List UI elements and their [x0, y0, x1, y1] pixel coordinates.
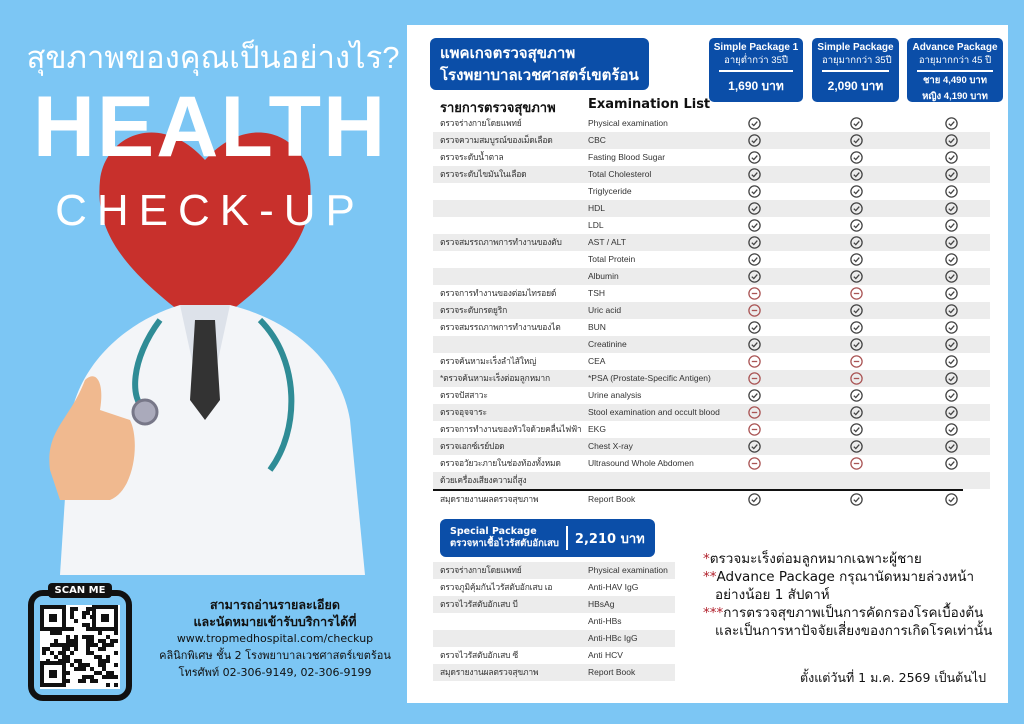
exam-english: AST / ALT — [588, 237, 626, 247]
exam-english: Total Cholesterol — [588, 169, 652, 179]
table-row — [433, 336, 990, 353]
package-name: Advance Package — [912, 42, 998, 53]
package-simple-1 — [709, 38, 803, 102]
check-circle-icon — [748, 253, 761, 266]
check-circle-icon — [748, 134, 761, 147]
table-row — [433, 387, 990, 404]
table-row — [433, 234, 990, 251]
column-header-english: Examination List — [588, 97, 711, 112]
check-circle-icon — [945, 493, 958, 506]
special-row — [433, 664, 675, 681]
package-name: Simple Package 1 — [713, 42, 799, 53]
check-circle-icon — [850, 406, 863, 419]
table-row — [433, 200, 990, 217]
package-price-male: ชาย 4,490 บาท — [922, 75, 988, 86]
check-circle-icon — [748, 440, 761, 453]
exam-english: Physical examination — [588, 118, 668, 128]
exam-thai: ตรวจความสมบูรณ์ของเม็ดเลือด — [440, 135, 553, 145]
check-circle-icon — [748, 117, 761, 130]
table-row — [433, 455, 990, 472]
check-circle-icon — [945, 372, 958, 385]
exam-english: Albumin — [588, 271, 619, 281]
exam-thai: ตรวจระดับกรดยูริก — [440, 305, 508, 315]
note-1: ตรวจมะเร็งต่อมลูกหมากเฉพาะผู้ชาย — [709, 551, 922, 567]
exam-thai: ตรวจไวรัสตับอักเสบ บี — [440, 599, 518, 609]
special-row — [433, 596, 675, 613]
exam-english: Anti-HBs — [588, 616, 622, 626]
exam-english: Urine analysis — [588, 390, 642, 400]
check-circle-icon — [748, 389, 761, 402]
table-row — [433, 217, 990, 234]
check-circle-icon — [850, 202, 863, 215]
special-row — [433, 630, 675, 647]
headline-checkup: CHECK-UP — [55, 186, 365, 235]
check-circle-icon — [850, 236, 863, 249]
note-2-cont: อย่างน้อย 1 สัปดาห์ — [715, 587, 830, 603]
exam-thai: ตรวจอวัยวะภายในช่องท้องทั้งหมด — [440, 458, 561, 468]
check-circle-icon — [850, 134, 863, 147]
exam-thai: *ตรวจค้นหามะเร็งต่อมลูกหมาก — [440, 373, 550, 383]
note-3: การตรวจสุขภาพเป็นการคัดกรองโรคเบื้องต้น — [723, 605, 984, 621]
table-row — [433, 285, 990, 302]
exam-english: Anti-HBc IgG — [588, 633, 638, 643]
table-row — [433, 421, 990, 438]
table-row — [433, 404, 990, 421]
effective-date: ตั้งแต่วันที่ 1 ม.ค. 2569 เป็นต้นไป — [800, 670, 987, 685]
check-circle-icon — [748, 270, 761, 283]
exam-english: Report Book — [588, 494, 636, 504]
check-circle-icon — [748, 202, 761, 215]
check-circle-icon — [945, 457, 958, 470]
minus-circle-icon — [748, 423, 761, 436]
separator — [566, 526, 568, 550]
check-circle-icon — [850, 338, 863, 351]
table-row — [433, 319, 990, 336]
minus-circle-icon — [748, 287, 761, 300]
special-row — [433, 562, 675, 579]
check-circle-icon — [945, 287, 958, 300]
table-row — [433, 251, 990, 268]
check-circle-icon — [748, 168, 761, 181]
clinic-location: คลินิกพิเศษ ชั้น 2 โรงพยาบาลเวชศาสตร์เขตร้อน — [159, 649, 391, 662]
minus-circle-icon — [748, 304, 761, 317]
package-price: 1,690 บาท — [728, 79, 784, 93]
exam-thai: ตรวจไวรัสตับอักเสบ ซี — [440, 650, 519, 660]
note-mark: * — [703, 551, 710, 567]
special-row — [433, 647, 675, 664]
contact-line-1: สามารถอ่านรายละเอียด — [210, 597, 340, 612]
exam-english: CEA — [588, 356, 606, 366]
exam-english: Triglyceride — [588, 186, 632, 196]
check-circle-icon — [945, 423, 958, 436]
exam-english: HDL — [588, 203, 606, 213]
special-row — [433, 579, 675, 596]
check-circle-icon — [850, 219, 863, 232]
note-mark: *** — [703, 605, 724, 621]
check-circle-icon — [850, 304, 863, 317]
check-circle-icon — [850, 270, 863, 283]
check-circle-icon — [945, 406, 958, 419]
exam-english: Total Protein — [588, 254, 636, 264]
check-circle-icon — [945, 338, 958, 351]
check-circle-icon — [945, 151, 958, 164]
special-name: Special Package — [450, 526, 537, 537]
notes — [703, 550, 992, 640]
check-circle-icon — [945, 219, 958, 232]
table-row — [433, 353, 990, 370]
scan-me-label: SCAN ME — [48, 583, 112, 598]
note-2: Advance Package กรุณานัดหมายล่วงหน้า — [716, 569, 975, 585]
exam-english: LDL — [588, 220, 604, 230]
exam-english: BUN — [588, 322, 606, 332]
table-row — [433, 166, 990, 183]
exam-thai: ตรวจสมรรถภาพการทำงานของตับ — [440, 237, 562, 247]
exam-english: Anti-HAV IgG — [588, 582, 639, 592]
exam-english: Physical examination — [588, 565, 668, 575]
minus-circle-icon — [850, 355, 863, 368]
check-circle-icon — [945, 440, 958, 453]
package-title — [430, 38, 649, 90]
check-circle-icon — [850, 168, 863, 181]
exam-thai: ตรวจค้นหามะเร็งลำไส้ใหญ่ — [440, 356, 537, 366]
package-price: 2,090 บาท — [827, 79, 884, 93]
exam-english: Fasting Blood Sugar — [588, 152, 666, 162]
check-circle-icon — [850, 321, 863, 334]
special-package-box — [440, 519, 655, 557]
minus-circle-icon — [748, 355, 761, 368]
exam-thai: ตรวจการทำงานของต่อมไทรอยด์ — [440, 288, 557, 298]
website-link[interactable]: www.tropmedhospital.com/checkup — [176, 632, 374, 645]
check-circle-icon — [945, 185, 958, 198]
exam-english: HBsAg — [588, 599, 615, 609]
exam-english: *PSA (Prostate-Specific Antigen) — [588, 373, 711, 383]
contact-info — [150, 596, 400, 681]
tie — [190, 320, 220, 420]
check-circle-icon — [850, 440, 863, 453]
exam-english: Creatinine — [588, 339, 627, 349]
minus-circle-icon — [748, 457, 761, 470]
minus-circle-icon — [748, 372, 761, 385]
table-row — [433, 472, 990, 489]
exam-english: EKG — [588, 424, 606, 434]
package-age: อายุมากกว่า 45 ปี — [917, 54, 993, 72]
check-circle-icon — [748, 321, 761, 334]
qr-code[interactable] — [28, 583, 132, 701]
special-subtitle: ตรวจหาเชื้อไวรัสตับอักเสบ — [450, 538, 559, 549]
exam-thai: ตรวจเอกซ์เรย์ปอด — [440, 441, 505, 451]
check-circle-icon — [748, 151, 761, 164]
check-circle-icon — [945, 270, 958, 283]
minus-circle-icon — [850, 457, 863, 470]
package-age: อายุต่ำกว่า 35ปี — [719, 54, 793, 72]
exam-english: Anti HCV — [588, 650, 623, 660]
exam-english: Report Book — [588, 667, 636, 677]
table-row — [433, 302, 990, 319]
exam-thai: ตรวจภูมิคุ้มกันไวรัสตับอักเสบ เอ — [440, 582, 553, 592]
title-line-2: โรงพยาบาลเวชศาสตร์เขตร้อน — [440, 66, 639, 84]
check-circle-icon — [945, 253, 958, 266]
check-circle-icon — [850, 389, 863, 402]
exam-english: Stool examination and occult blood — [588, 407, 720, 417]
package-advance — [907, 38, 1003, 102]
exam-thai: ตรวจการทำงานของหัวใจด้วยคลื่นไฟฟ้า — [440, 424, 582, 434]
check-circle-icon — [945, 117, 958, 130]
package-age: อายุมากกว่า 35ปี — [822, 54, 889, 72]
table-row — [433, 268, 990, 285]
note-3-cont: และเป็นการหาปัจจัยเสี่ยงของการเกิดโรคเท่านั้น — [715, 623, 993, 639]
title-line-1: แพคเกจตรวจสุขภาพ — [440, 44, 576, 62]
check-circle-icon — [945, 168, 958, 181]
check-circle-icon — [945, 236, 958, 249]
side-stripe — [1010, 25, 1024, 703]
check-circle-icon — [850, 151, 863, 164]
check-circle-icon — [850, 117, 863, 130]
table-row — [433, 491, 990, 508]
table-row — [433, 149, 990, 166]
exam-english: Chest X-ray — [588, 441, 633, 451]
check-circle-icon — [748, 185, 761, 198]
check-circle-icon — [748, 219, 761, 232]
exam-thai: ตรวจปัสสาวะ — [440, 390, 488, 400]
exam-english: CBC — [588, 135, 606, 145]
phone-numbers: โทรศัพท์ 02-306-9149, 02-306-9199 — [178, 666, 372, 679]
special-price: 2,210 บาท — [574, 531, 645, 547]
contact-line-2: และนัดหมายเข้ารับบริการได้ที่ — [193, 614, 357, 629]
exam-english: Ultrasound Whole Abdomen — [588, 458, 694, 468]
exam-thai: ตรวจระดับน้ำตาล — [440, 152, 504, 162]
check-circle-icon — [945, 355, 958, 368]
check-circle-icon — [945, 304, 958, 317]
table-row — [433, 438, 990, 455]
table-row — [433, 183, 990, 200]
table-row — [433, 132, 990, 149]
table-row — [433, 370, 990, 387]
exam-thai: ด้วยเครื่องเสียงความถี่สูง — [440, 475, 527, 485]
exam-thai: ตรวจร่างกายโดยแพทย์ — [440, 118, 522, 128]
minus-circle-icon — [850, 372, 863, 385]
check-circle-icon — [748, 493, 761, 506]
headline-health: HEALTH — [32, 79, 388, 175]
exam-thai: ตรวจอุจจาระ — [440, 407, 487, 417]
package-name: Simple Package — [817, 42, 894, 53]
check-circle-icon — [850, 185, 863, 198]
special-row — [433, 613, 675, 630]
exam-thai: ตรวจสมรรถภาพการทำงานของไต — [440, 322, 561, 332]
check-circle-icon — [945, 389, 958, 402]
exam-thai: ตรวจระดับไขมันในเลือด — [440, 169, 527, 179]
check-circle-icon — [945, 202, 958, 215]
headline-thai: สุขภาพของคุณเป็นอย่างไร? — [26, 40, 400, 75]
column-header-thai: รายการตรวจสุขภาพ — [440, 101, 556, 116]
exam-thai: สมุดรายงานผลตรวจสุขภาพ — [440, 667, 539, 677]
exam-thai: สมุดรายงานผลตรวจสุขภาพ — [440, 494, 539, 504]
check-circle-icon — [850, 423, 863, 436]
package-simple — [812, 38, 899, 102]
exam-thai: ตรวจร่างกายโดยแพทย์ — [440, 565, 522, 575]
check-circle-icon — [850, 493, 863, 506]
minus-circle-icon — [748, 406, 761, 419]
check-circle-icon — [748, 338, 761, 351]
check-circle-icon — [748, 236, 761, 249]
check-circle-icon — [850, 253, 863, 266]
minus-circle-icon — [850, 287, 863, 300]
table-divider — [433, 489, 963, 491]
exam-english: TSH — [588, 288, 605, 298]
note-mark: ** — [703, 569, 717, 585]
table-row — [433, 115, 990, 132]
package-price-female: หญิง 4,190 บาท — [922, 91, 988, 102]
check-circle-icon — [945, 134, 958, 147]
exam-english: Uric acid — [588, 305, 622, 315]
check-circle-icon — [945, 321, 958, 334]
